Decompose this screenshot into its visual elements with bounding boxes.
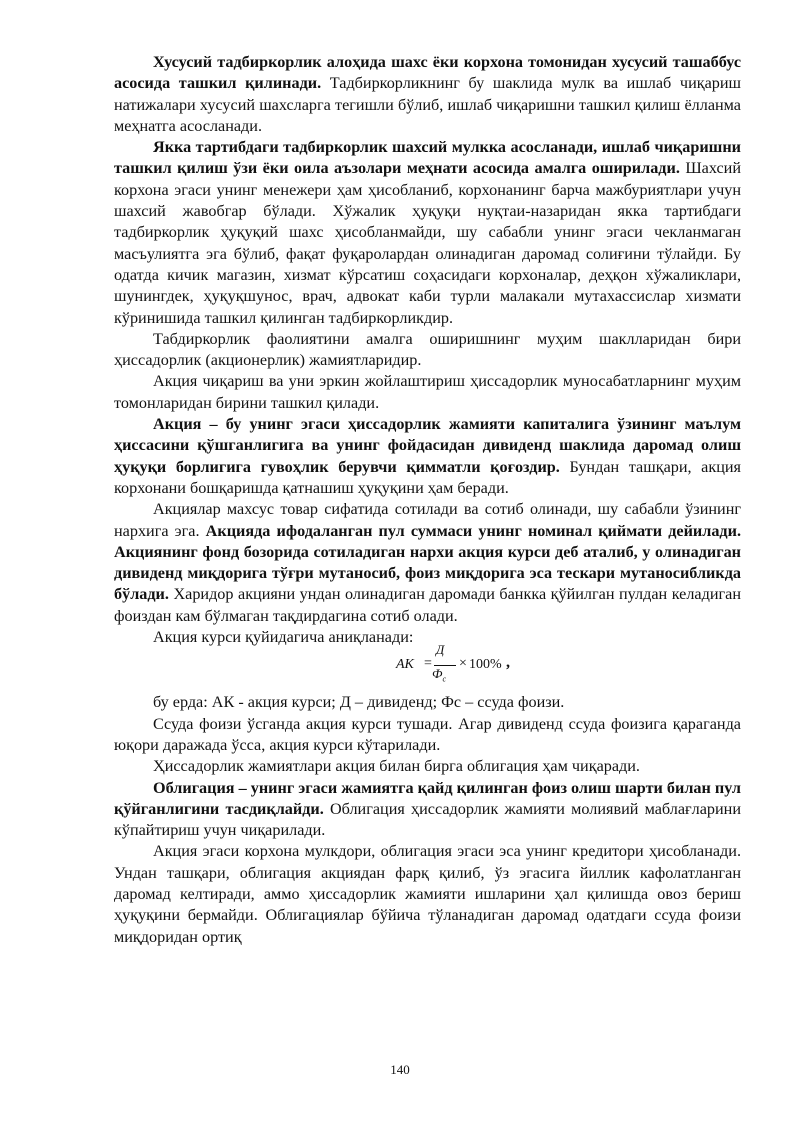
formula-denominator: [432, 666, 446, 684]
paragraph-text: Ссуда фоизи ўсганда акция курси тушади. Агар дивиденд ссуда фоизига қараганда юқори даражада ўсса, акция курси кўтарилади.: [114, 714, 741, 754]
share-price-formula: [114, 642, 741, 692]
paragraph-bond-definition: [114, 778, 741, 842]
paragraph-text: Бундан ташқари, акция корхонани бошқаришда қатнашиш ҳуқуқини ҳам беради.: [114, 457, 741, 497]
paragraph-formula-legend: [114, 692, 741, 713]
paragraph-text: Тадбиркорликнинг бу шаклида мулк ва ишлаб чиқариш натижалари хусусий шахсларга тегишли бўлиб, ишлаб чиқаришни ташкил қилиш ёлланма меҳнатга асосланади.: [114, 74, 742, 135]
formula-lhs: АК: [396, 657, 414, 673]
paragraph-interest-effect: [114, 714, 741, 757]
denominator-subscript: с: [442, 674, 447, 684]
paragraph-private-entrepreneurship: [114, 52, 741, 137]
paragraph-formula-intro: [114, 627, 741, 648]
paragraph-text: Облигация ҳиссадорлик жамияти молиявий маблағларини кўпайтириш учун чиқарилади.: [114, 799, 741, 840]
document-page: [114, 52, 741, 948]
paragraph-share-definition: [114, 414, 741, 499]
bold-definition: Акция – бу унинг эгаси ҳиссадорлик жамияти капиталига ўзининг маълум ҳиссасини қўшганлигига ва унинг фойдасидан дивиденд шаклида даромад олиш ҳуқуқи борлигига гувоҳлик берувчи қимматли қоғоздир.: [114, 415, 741, 476]
denominator-symbol: Ф: [432, 666, 443, 682]
paragraph-text: Ҳиссадорлик жамиятлари акция билан бирга облигация ҳам чиқаради.: [153, 757, 640, 776]
paragraph-text: Харидор акцияни ундан олинадиган даромади банкка қўйилган пулдан келадиган фоиздан кам бўлмаган тақдирдагина сотиб олади.: [114, 585, 741, 625]
paragraph-text: Акция курси қуйидагича аниқланади:: [153, 628, 414, 647]
paragraph-text: бу ерда: АК - акция курси; Д – дивиденд; Фс – ссуда фоизи.: [153, 693, 565, 712]
formula-numerator: Д: [436, 642, 445, 658]
bold-definition: Хусусий тадбиркорлик алоҳида шахс ёки корхона томонидан хусусий ташаббус асосида ташкил қилинади.: [114, 53, 741, 93]
paragraph-text: Шахсий корхона эгаси унинг менежери ҳам ҳисобланиб, корхонанинг барча мажбуриятлари учун шахсий жавобгар бўлади. Хўжалик ҳуқуқи нуқтаи-назаридан якка тартибдаги тадбиркорлик ҳуқуқий шахс ҳисобланмайди, шу сабабли унинг эгаси чекланмаган масъулиятга эга бўлиб, фақат фуқаролардан олинадиган даромад солиғини тўлайди. Бу одатда кичик магазин, хизмат кўрсатиш соҳасидаги корхоналар, деҳқон хўжаликлари, шунингдек, ҳуқуқшунос, врач, адвокат каби турли малакали мутахассислар хизмати кўринишида ташкил қилинган тадбиркорликдир.: [114, 159, 741, 327]
formula-times: ×: [459, 656, 467, 672]
paragraph-text: Табдиркорлик фаолиятини амалга оширишнинг муҳим шаклларидан бири ҳиссадорлик (акционерлик) жамиятларидир.: [114, 329, 741, 370]
paragraph-text: Акция эгаси корхона мулкдори, облигация эгаси эса унинг кредитори ҳисобланади. Ундан ташқари, облигация акциядан фарқ қилиб, ўз эгасига йиллик кафолатланган даромад келтиради, аммо ҳиссадорлик жамияти ишларини ҳал қилишда овоз бериш ҳуқуқини бермайди. Облигациялар бўйича тўланадиган даромад одатдаги ссуда фоизи миқдоридан ортиқ: [114, 842, 741, 946]
formula-percent: 100%: [469, 657, 502, 673]
paragraph-owner-vs-creditor: [114, 841, 741, 947]
bold-definition: Облигация – унинг эгаси жамиятга қайд қилинган фоиз олиш шарти билан пул қўйганлигини тасдиқлайди.: [114, 778, 741, 818]
bold-definition: Якка тартибдаги тадбиркорлик шахсий мулкка асосланади, ишлаб чиқаришни ташкил қилиш ўзи ёки оила аъзолари меҳнати асосида амалга оширилади.: [114, 138, 741, 178]
page-number: 140: [390, 1062, 410, 1077]
paragraph-share-price: [114, 499, 741, 627]
formula-comma: ,: [506, 654, 510, 672]
bold-definition: Акцияда ифодаланган пул суммаси унинг номинал қиймати дейилади. Акциянинг фонд бозорида сотиладиган нархи акция курси деб аталиб, у олинадиган дивиденд миқдорига тўғри мутаносиб, фоиз миқдорига эса тескари мутаносибликда бўлади.: [114, 521, 741, 604]
paragraph-joint-stock: [114, 329, 741, 372]
paragraph-sole-proprietorship: [114, 137, 741, 329]
paragraph-bonds-issue: [114, 756, 741, 777]
paragraph-text: Акциялар махсус товар сифатида сотилади ва сотиб олинади, шу сабабли ўзининг нархига эга.: [114, 500, 741, 540]
paragraph-share-issue: [114, 371, 741, 414]
paragraph-text: Акция чиқариш ва уни эркин жойлаштириш ҳиссадорлик муносабатларнинг муҳим томонларидан бирини ташкил қилади.: [114, 372, 741, 412]
formula-equals: =: [424, 656, 432, 672]
